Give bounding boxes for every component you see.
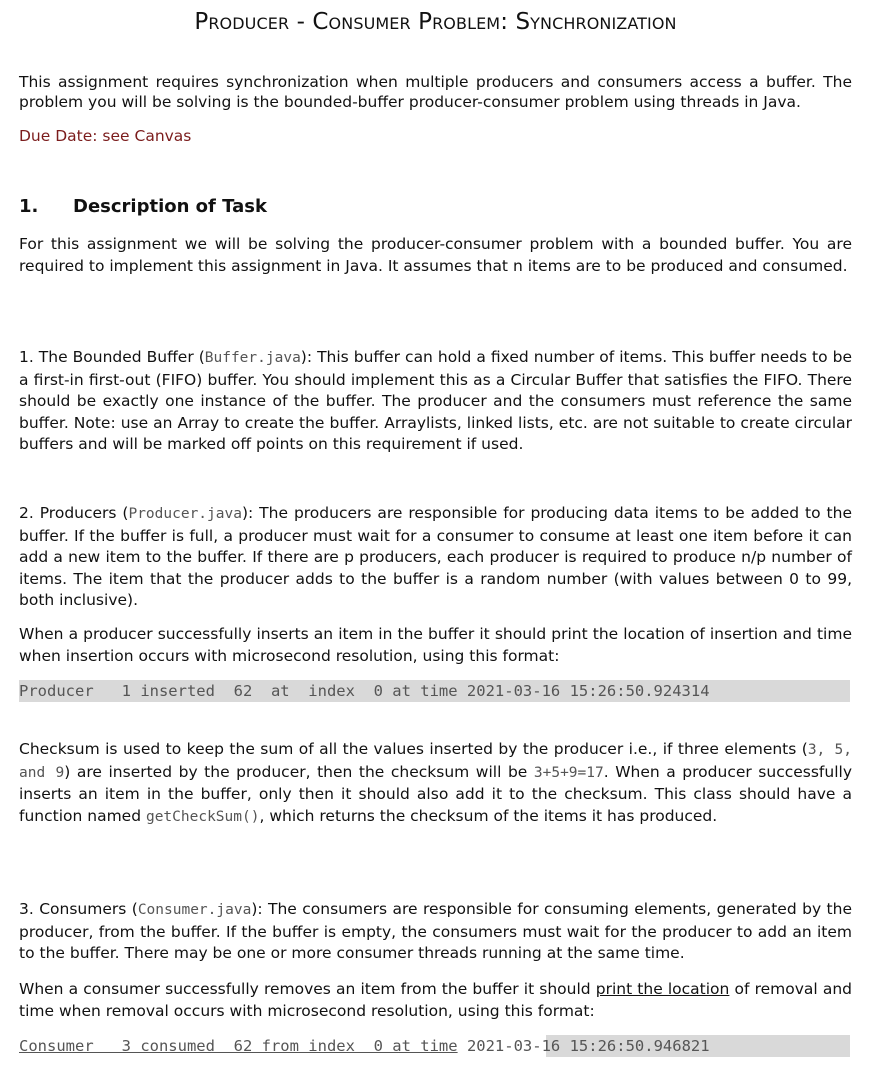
description-paragraph: For this assignment we will be solving the producer-consumer problem with a bounded buffer. You are required to implement this assignment in Java. It assumes that n items are to be produced and consumed. [19, 235, 852, 275]
buffer-filename: Buffer.java [204, 350, 301, 366]
consumer-print-paragraph: When a consumer successfully removes an item from the buffer it should print the location of removal and time when removal occurs with microsecond resolution, using this format: [19, 980, 852, 1020]
item-buffer: 1. The Bounded Buffer (Buffer.java): This buffer can hold a fixed number of items. This buffer needs to be a first-in first-out (FIFO) buffer. You should implement this as a Circular Buffer that satisfies the FIFO. There should be exactly one instance of the buffer. The producer and the consumers must reference the same buffer. Note: use an Array to create the buffer. Arraylists, linked lists, etc. are not suitable to create circular buffers and will be marked off points on this requirement if used. [19, 348, 852, 454]
consumer-format-example: Consumer 3 consumed 62 from index 0 at time 2021-03-16 15:26:50.946821 [19, 1035, 850, 1057]
due-date: Due Date: see Canvas [19, 127, 192, 145]
consumer-filename: Consumer.java [137, 902, 252, 918]
item-consumers: 3. Consumers (Consumer.java): The consumers are responsible for consuming elements, generated by the producer, from the buffer. If the buffer is empty, the consumers must wait for the producer to add an item to the buffer. There may be one or more consumer threads running at the same time. [19, 900, 852, 963]
section-heading [19, 196, 267, 217]
print-location-underlined: print the location [595, 980, 730, 998]
item-producers: 2. Producers (Producer.java): The producers are responsible for producing data items to be added to the buffer. If the buffer is full, a producer must wait for a consumer to consume at least one item before it can add a new item to the buffer. If there are p producers, each producer is required to produce n/p number of items. The item that the producer adds to the buffer is a random number (with values between 0 to 99, both inclusive). [19, 504, 852, 610]
checksum-example-values: 3, 5, and 9 [19, 742, 852, 781]
producer-filename: Producer.java [128, 506, 242, 522]
checksum-paragraph: Checksum is used to keep the sum of all the values inserted by the producer i.e., if three elements (3, 5, and 9) are inserted by the producer, then the checksum will be 3+5+9=17. When a producer successfully inserts an item in the buffer, only then it should also add it to the checksum. This class should have a function named getCheckSum(), which returns the checksum of the items it has produced. [19, 740, 852, 825]
section-number: 1. [19, 196, 39, 217]
producer-print-paragraph: When a producer successfully inserts an item in the buffer it should print the location of insertion and time when insertion occurs with microsecond resolution, using this format: [19, 625, 852, 665]
page-title: Producer - Consumer Problem: Synchronization [194, 9, 677, 35]
section-title: Description of Task [73, 196, 267, 217]
producer-format-example: Producer 1 inserted 62 at index 0 at time 2021-03-16 15:26:50.924314 [19, 680, 850, 702]
checksum-example-sum: 3+5+9=17 [533, 764, 604, 781]
getchecksum-function: getCheckSum() [145, 808, 260, 825]
intro-paragraph: This assignment requires synchronization when multiple producers and consumers access a buffer. The problem you will be solving is the bounded-buffer producer-consumer problem using threads in Java. [19, 73, 852, 111]
